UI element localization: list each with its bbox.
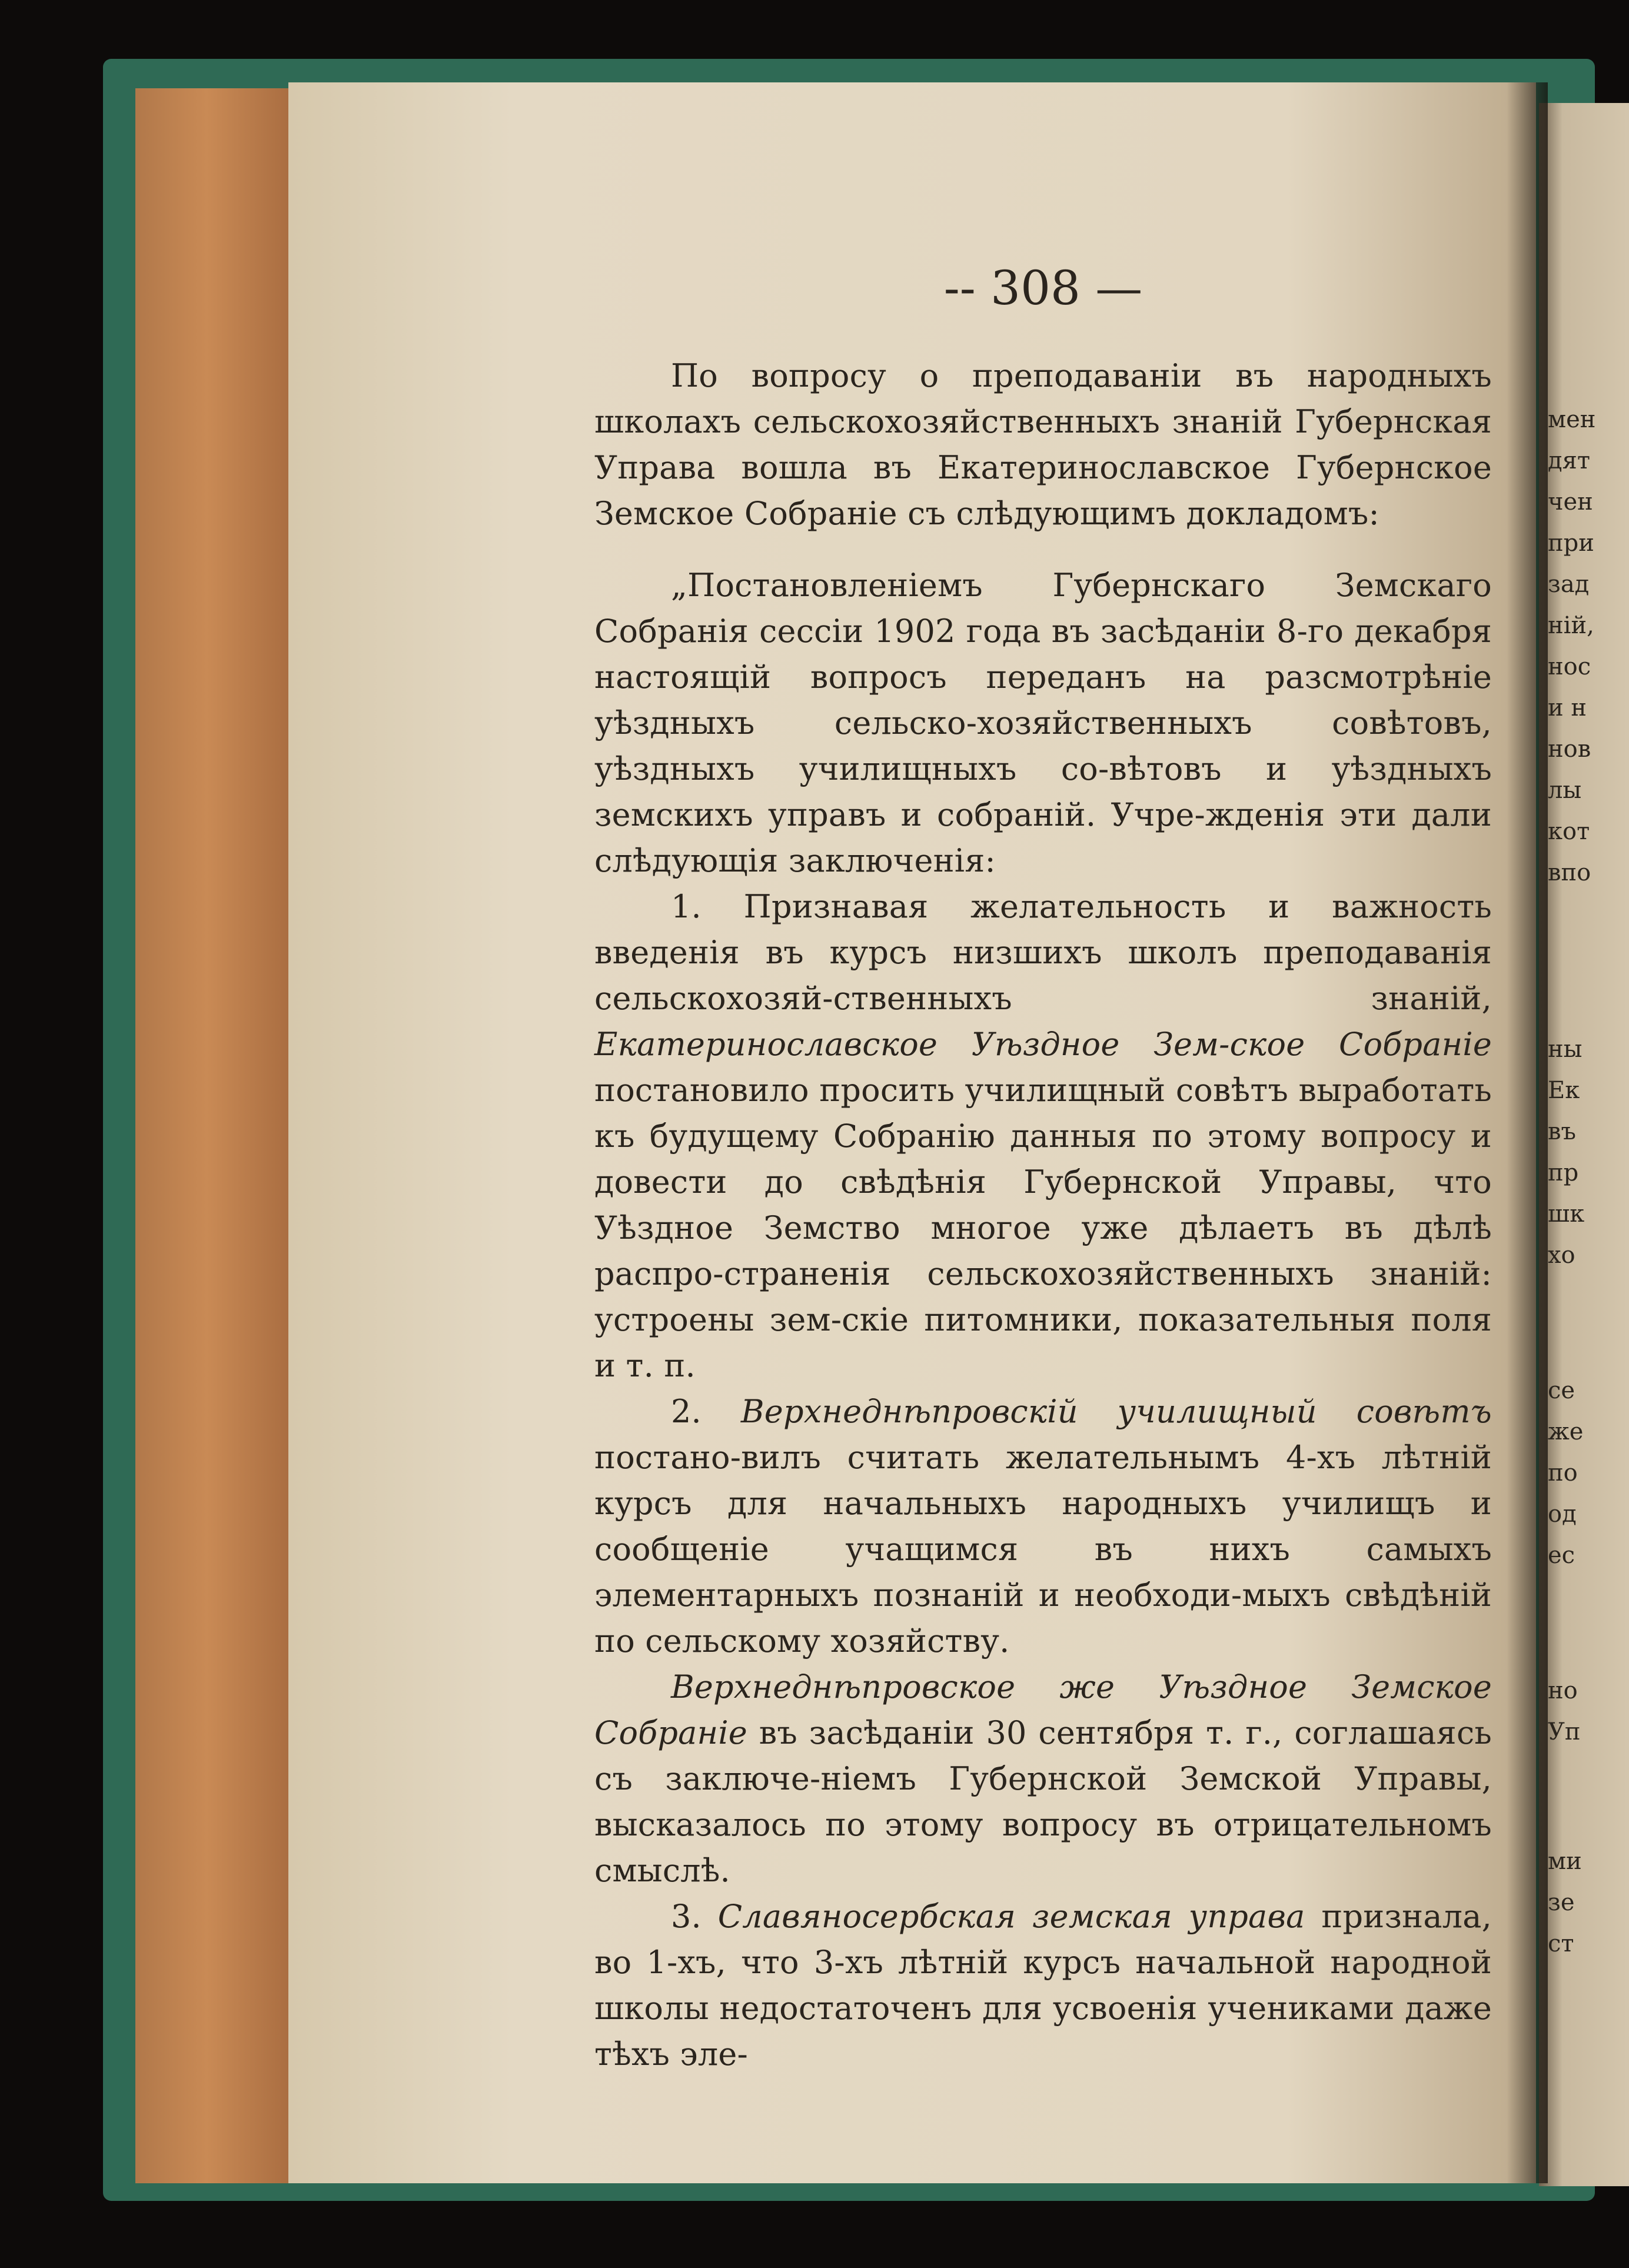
list-item-3 [594, 1894, 1492, 2077]
page-edges [135, 88, 294, 2183]
fragment: лы [1548, 777, 1582, 804]
list-item-2 [594, 1389, 1492, 1664]
list-item-1 [594, 884, 1492, 1389]
item-italic: Славяносербская земская управа [717, 1898, 1305, 1935]
spine-shadow [1507, 82, 1548, 2183]
fragment: од [1548, 1501, 1577, 1528]
fragment: Уп [1548, 1718, 1581, 1745]
page-text [594, 259, 1492, 2077]
item-rest: постано-вилъ считать желательнымъ 4-хъ лѣтнiй курсъ для начальныхъ народныхъ училищъ и сообщенiе учащимся въ нихъ самыхъ элементарныхъ познанiй и необходи-мыхъ свѣдѣнiй по сельскому хозяйству. [594, 1439, 1492, 1660]
fragment: при [1548, 530, 1594, 557]
fragment: нос [1548, 653, 1591, 680]
item-italic: Верхнеднѣпровское же Уѣздное Земское Собранiе [594, 1668, 1492, 1751]
fragment: дят [1548, 447, 1590, 474]
item-rest: въ засѣданiи 30 сентября т. г., соглашаясь съ заключе-нiемъ Губернской Земской Управы, высказалось по этому вопросу въ отрицательномъ смыслѣ. [594, 1714, 1492, 1889]
page-number: -- 308 — [943, 261, 1143, 315]
fragment: впо [1548, 859, 1591, 886]
item-italic: Екатеринославское Уѣздное Зем-ское Собранiе [594, 1026, 1492, 1063]
fragment: ес [1548, 1542, 1575, 1569]
fragment: шк [1548, 1200, 1585, 1228]
fragment: пр [1548, 1159, 1579, 1186]
item-rest: постановило просить училищный совѣтъ выработать къ будущему Собранiю данныя по этому вопросу и довести до свѣдѣнiя Губернской Управы, что Уѣздное Земство многое уже дѣлаетъ въ дѣлѣ распро-страненiя сельскохозяйственныхъ знанiй: устроены зем-скiе питомники, показательныя поля и т. п. [594, 1072, 1492, 1384]
fragment: въ [1548, 1118, 1576, 1145]
fragment: ст [1548, 1930, 1574, 1957]
fragment: чен [1548, 488, 1593, 516]
item-lead: 3. [671, 1898, 702, 1935]
fragment: по [1548, 1459, 1578, 1486]
fragment: же [1548, 1418, 1584, 1445]
fragment: кот [1548, 818, 1590, 845]
item-lead: 1. Признавая желательность и важность введенiя въ курсъ низшихъ школъ преподаванiя сельскохозяй-ственныхъ знанiй, [594, 888, 1492, 1017]
fragment: Ек [1548, 1077, 1580, 1104]
fragment: и н [1548, 694, 1587, 721]
fragment: ми [1548, 1848, 1582, 1875]
fragment: зе [1548, 1889, 1575, 1916]
fragment: мен [1548, 406, 1596, 433]
item-rest: признала, во 1-хъ, что 3-хъ лѣтнiй курсъ начальной народной школы недостаточенъ для усвоенiя учениками даже тѣхъ эле- [594, 1898, 1492, 2073]
fragment: нов [1548, 736, 1591, 763]
paragraph: По вопросу о преподаванiи въ народныхъ школахъ сельскохозяйственныхъ знанiй Губернская Управа вошла въ Екатеринославское Губернское Земское Собранiе съ слѣдующимъ докладомъ: [594, 357, 1492, 532]
fragment: но [1548, 1677, 1578, 1704]
fragment: се [1548, 1377, 1575, 1404]
fragment: нiй, [1548, 612, 1594, 639]
fragment: хо [1548, 1242, 1575, 1269]
list-item-2b [594, 1664, 1492, 1894]
fragment: зад [1548, 571, 1590, 598]
item-italic: Верхнеднѣпровскiй училищный совѣтъ [740, 1393, 1492, 1430]
paragraph: „Постановленiемъ Губернскаго Земскаго Собранiя сессiи 1902 года въ засѣданiи 8-го декабря настоящiй вопросъ переданъ на разсмотрѣнiе уѣздныхъ сельско-хозяйственныхъ совѣтовъ, уѣздныхъ училищныхъ со-вѣтовъ и уѣздныхъ земскихъ управъ и собранiй. Учре-жденiя эти дали слѣдующiя заключенiя: [594, 567, 1492, 879]
item-lead: 2. [671, 1393, 702, 1430]
fragment: ны [1548, 1036, 1583, 1063]
